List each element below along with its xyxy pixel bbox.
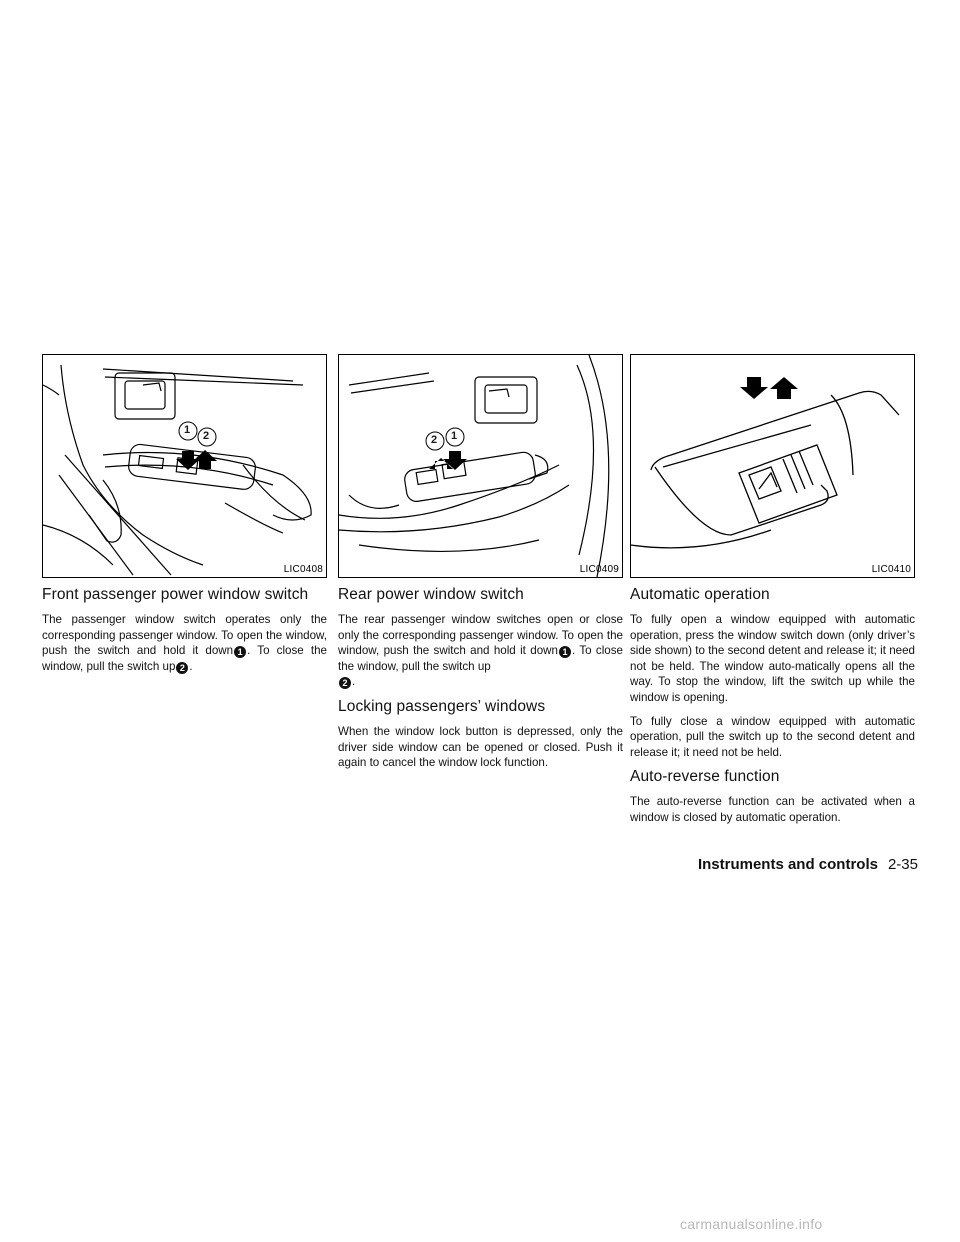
text-part: . To close the window, pull the switch up (42, 644, 327, 673)
arrow-down-icon (443, 451, 467, 470)
text-part: . To close the window, pull the switch up (338, 644, 623, 673)
figure-code: LIC0408 (283, 564, 323, 575)
paragraph-rear (338, 612, 623, 690)
text-part: The rear passenger window switches open or close only the corresponding passenger window. To open the window, push the switch and hold it down (338, 613, 623, 658)
callout-2: 2 (431, 434, 438, 446)
page-footer (698, 856, 918, 873)
paragraph-autoreverse: The auto-reverse function can be activated when a window is closed by automatic operation. (630, 795, 915, 824)
marker-1: 1 (559, 646, 571, 658)
marker-2: 2 (176, 662, 188, 674)
watermark: carmanualsonline.info (680, 1216, 823, 1232)
heading-locking: Locking passengers’ windows (338, 697, 546, 715)
arrow-down-icon (740, 377, 768, 399)
column-front-passenger (42, 354, 327, 682)
column-rear (338, 354, 623, 779)
heading-rear: Rear power window switch (338, 586, 524, 603)
arrow-group-auto (631, 355, 914, 577)
callout-2: 2 (203, 430, 210, 442)
figure-code: LIC0410 (871, 564, 911, 575)
figure-code: LIC0409 (579, 564, 619, 575)
paragraph-automatic-2: To fully close a window equipped with automatic operation, pull the switch up to the second detent and release it; it need not be held. (630, 714, 915, 759)
column-automatic (630, 354, 915, 834)
paragraph-front-passenger (42, 612, 327, 674)
paragraph-automatic-1: To fully open a window equipped with automatic operation, press the window switch down (only driver’s side shown) to the second detent and release it; it need not be held. The window auto-matically opens all the way. To stop the window, lift the switch up while the window is opening. (630, 613, 915, 704)
arrow-up-icon (770, 377, 798, 399)
callout-1: 1 (451, 430, 458, 442)
marker-2: 2 (339, 677, 351, 689)
page-number: 2-35 (887, 856, 918, 873)
heading-automatic: Automatic operation (630, 586, 770, 603)
arrow-group-rear (339, 355, 622, 577)
text-part: . (352, 675, 356, 689)
heading-autoreverse: Auto-reverse function (630, 768, 780, 786)
footer-section-title: Instruments and controls (697, 856, 878, 873)
paragraph-locking: When the window lock button is depressed, only the driver side window can be opened or closed. Push it again to cancel the window lock function. (338, 724, 623, 770)
figure-front-passenger-door (42, 354, 327, 578)
text-part: The passenger window switch operates only the corresponding passenger window. To open the window, push the switch and hold it down (42, 613, 327, 658)
marker-1: 1 (234, 646, 246, 658)
heading-front-passenger: Front passenger power window switch (42, 586, 309, 603)
text-part: . (189, 659, 193, 673)
arrow-group-front (43, 355, 326, 577)
figure-rear-door (338, 354, 623, 578)
arrow-up-icon (193, 450, 217, 469)
callout-1: 1 (184, 424, 191, 436)
figure-auto-switch (630, 354, 915, 578)
